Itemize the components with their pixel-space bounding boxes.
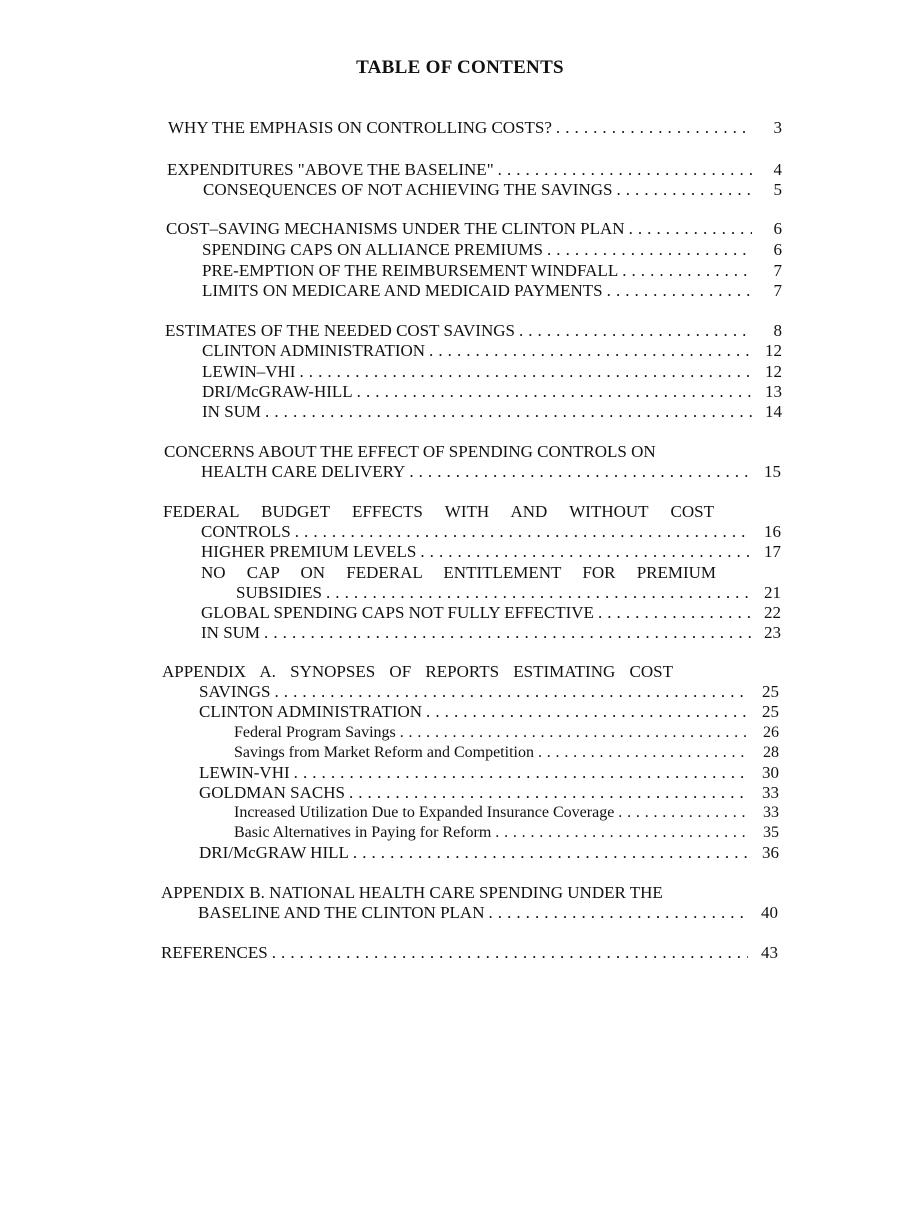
toc-entry-text: EXPENDITURES "ABOVE THE BASELINE": [167, 160, 494, 179]
toc-entry-continued[interactable]: [201, 522, 781, 542]
toc-subsubentry[interactable]: [234, 823, 779, 843]
leader-dots: [294, 763, 749, 783]
toc-entry-page: 43: [761, 943, 778, 962]
toc-entry-page: 22: [764, 603, 781, 622]
toc-entry-text: LEWIN–VHI: [202, 362, 296, 381]
leader-dots: [426, 702, 749, 722]
toc-entry-page: 21: [764, 583, 781, 602]
leader-dots: [326, 583, 751, 603]
leader-dots: [488, 903, 748, 923]
toc-entry-page: 36: [762, 843, 779, 862]
leader-dots: [556, 118, 752, 138]
toc-subsubentry[interactable]: [234, 803, 779, 823]
toc-entry-text: CLINTON ADMINISTRATION: [199, 702, 423, 721]
toc-entry-text: CONSEQUENCES OF NOT ACHIEVING THE SAVINGS: [203, 180, 613, 199]
leader-dots: [616, 180, 752, 200]
leader-dots: [295, 522, 751, 542]
toc-entry-text: LEWIN-VHI: [199, 763, 290, 782]
toc-entry-text: NO CAP ON FEDERAL ENTITLEMENT FOR PREMIUM: [201, 563, 717, 582]
toc-entry-text: SPENDING CAPS ON ALLIANCE PREMIUMS: [202, 240, 543, 259]
leader-dots: [538, 743, 749, 763]
toc-entry-text: GLOBAL SPENDING CAPS NOT FULLY EFFECTIVE: [201, 603, 594, 622]
toc-subentry[interactable]: [202, 281, 782, 301]
toc-entry-page: 40: [761, 903, 778, 922]
toc-entry-text: HIGHER PREMIUM LEVELS: [201, 542, 417, 561]
leader-dots: [607, 281, 752, 301]
toc-entry[interactable]: [165, 321, 782, 341]
toc-subentry[interactable]: [199, 783, 779, 803]
toc-subentry[interactable]: [202, 240, 782, 260]
toc-entry-page: 17: [764, 542, 781, 561]
toc-subentry[interactable]: [203, 180, 782, 200]
toc-entry[interactable]: [161, 943, 778, 963]
toc-subentry[interactable]: [201, 603, 781, 623]
toc-entry-page: 12: [765, 341, 782, 360]
toc-entry-page: 15: [764, 462, 781, 481]
toc-entry-page: 33: [763, 804, 779, 821]
toc-entry-page: 7: [773, 261, 782, 280]
toc-entry-text: COST–SAVING MECHANISMS UNDER THE CLINTON PLAN: [166, 219, 625, 238]
leader-dots: [400, 723, 749, 743]
leader-dots: [547, 240, 752, 260]
toc-subentry[interactable]: [199, 843, 779, 863]
leader-dots: [272, 943, 748, 963]
leader-dots: [519, 321, 752, 341]
toc-entry-text: REFERENCES: [161, 943, 268, 962]
toc-subsubentry[interactable]: [234, 743, 779, 763]
toc-entry-page: 25: [762, 682, 779, 701]
leader-dots: [357, 382, 752, 402]
toc-entry-text: CLINTON ADMINISTRATION: [202, 341, 426, 360]
toc-entry-text: DRI/McGRAW HILL: [199, 843, 349, 862]
toc-entry[interactable]: [162, 662, 742, 682]
toc-entry[interactable]: [168, 118, 782, 138]
toc-entry-text: CONCERNS ABOUT THE EFFECT OF SPENDING CONTROLS ON: [164, 442, 656, 461]
toc-subentry[interactable]: [202, 402, 782, 422]
toc-entry-text: BASELINE AND THE CLINTON PLAN: [198, 903, 485, 922]
toc-entry-text: SAVINGS: [199, 682, 271, 701]
toc-subentry[interactable]: [201, 563, 744, 583]
toc-entry[interactable]: [163, 502, 743, 522]
toc-entry-text: Basic Alternatives in Paying for Reform: [234, 824, 492, 841]
toc-entry-text: PRE-EMPTION OF THE REIMBURSEMENT WINDFALL: [202, 261, 619, 280]
toc-subentry[interactable]: [199, 702, 779, 722]
toc-entry-page: 14: [765, 402, 782, 421]
leader-dots: [420, 542, 751, 562]
leader-dots: [353, 843, 749, 863]
toc-entry-text: Savings from Market Reform and Competition: [234, 744, 534, 761]
toc-entry-text: GOLDMAN SACHS: [199, 783, 345, 802]
toc-entry[interactable]: [161, 883, 751, 903]
leader-dots: [299, 362, 752, 382]
toc-entry-text: SUBSIDIES: [236, 583, 322, 602]
toc-entry-continued[interactable]: [199, 682, 779, 702]
leader-dots: [598, 603, 751, 623]
toc-entry-page: 5: [773, 180, 782, 199]
toc-subentry-continued[interactable]: [236, 583, 781, 603]
leader-dots: [409, 462, 751, 482]
toc-subentry[interactable]: [201, 623, 781, 643]
toc-entry-page: 28: [763, 744, 779, 761]
toc-entry-text: IN SUM: [201, 623, 261, 642]
toc-entry-text: CONTROLS: [201, 522, 291, 541]
toc-entry-page: 16: [764, 522, 781, 541]
leader-dots: [429, 341, 752, 361]
toc-entry-text: IN SUM: [202, 402, 262, 421]
leader-dots: [349, 783, 749, 803]
toc-entry-page: 6: [773, 219, 782, 238]
toc-entry-page: 8: [773, 321, 782, 340]
toc-entry[interactable]: [167, 160, 782, 180]
toc-subentry[interactable]: [202, 261, 782, 281]
toc-entry-text: Federal Program Savings: [234, 724, 396, 741]
toc-entry-page: 7: [773, 281, 782, 300]
leader-dots: [265, 402, 752, 422]
toc-entry-page: 3: [773, 118, 782, 137]
leader-dots: [264, 623, 751, 643]
toc-entry-text: ESTIMATES OF THE NEEDED COST SAVINGS: [165, 321, 515, 340]
toc-entry-text: DRI/McGRAW-HILL: [202, 382, 353, 401]
toc-subentry[interactable]: [201, 542, 781, 562]
toc-entry-text: HEALTH CARE DELIVERY: [201, 462, 406, 481]
toc-entry-text: LIMITS ON MEDICARE AND MEDICAID PAYMENTS: [202, 281, 603, 300]
toc-subentry[interactable]: [199, 763, 779, 783]
toc-entry-continued[interactable]: [198, 903, 778, 923]
toc-entry-page: 33: [762, 783, 779, 802]
leader-dots: [495, 823, 749, 843]
toc-entry-page: 12: [765, 362, 782, 381]
leader-dots: [629, 219, 752, 239]
toc-subentry[interactable]: [202, 341, 782, 361]
toc-entry-text: Increased Utilization Due to Expanded Insurance Coverage: [234, 804, 615, 821]
toc-entry-page: 6: [773, 240, 782, 259]
leader-dots: [618, 803, 749, 823]
toc-entry-page: 30: [762, 763, 779, 782]
leader-dots: [275, 682, 750, 702]
leader-dots: [622, 261, 752, 281]
toc-entry-text: WHY THE EMPHASIS ON CONTROLLING COSTS?: [168, 118, 552, 137]
toc-entry-text: APPENDIX B. NATIONAL HEALTH CARE SPENDING UNDER THE: [161, 883, 663, 902]
toc-subsubentry[interactable]: [234, 723, 779, 743]
toc-entry-page: 4: [773, 160, 782, 179]
toc-entry-page: 13: [765, 382, 782, 401]
page-title: TABLE OF CONTENTS: [356, 57, 564, 78]
toc-entry-continued[interactable]: [201, 462, 781, 482]
leader-dots: [498, 160, 752, 180]
toc-entry[interactable]: [164, 442, 744, 462]
toc-entry-text: APPENDIX A. SYNOPSES OF REPORTS ESTIMATING COST: [162, 662, 673, 681]
toc-entry-page: 26: [763, 724, 779, 741]
toc-entry-page: 25: [762, 702, 779, 721]
toc-entry-page: 23: [764, 623, 781, 642]
toc-subentry[interactable]: [202, 382, 782, 402]
toc-entry-text: FEDERAL BUDGET EFFECTS WITH AND WITHOUT COST: [163, 502, 714, 521]
toc-entry[interactable]: [166, 219, 782, 239]
toc-subentry[interactable]: [202, 362, 782, 382]
toc-entry-page: 35: [763, 824, 779, 841]
